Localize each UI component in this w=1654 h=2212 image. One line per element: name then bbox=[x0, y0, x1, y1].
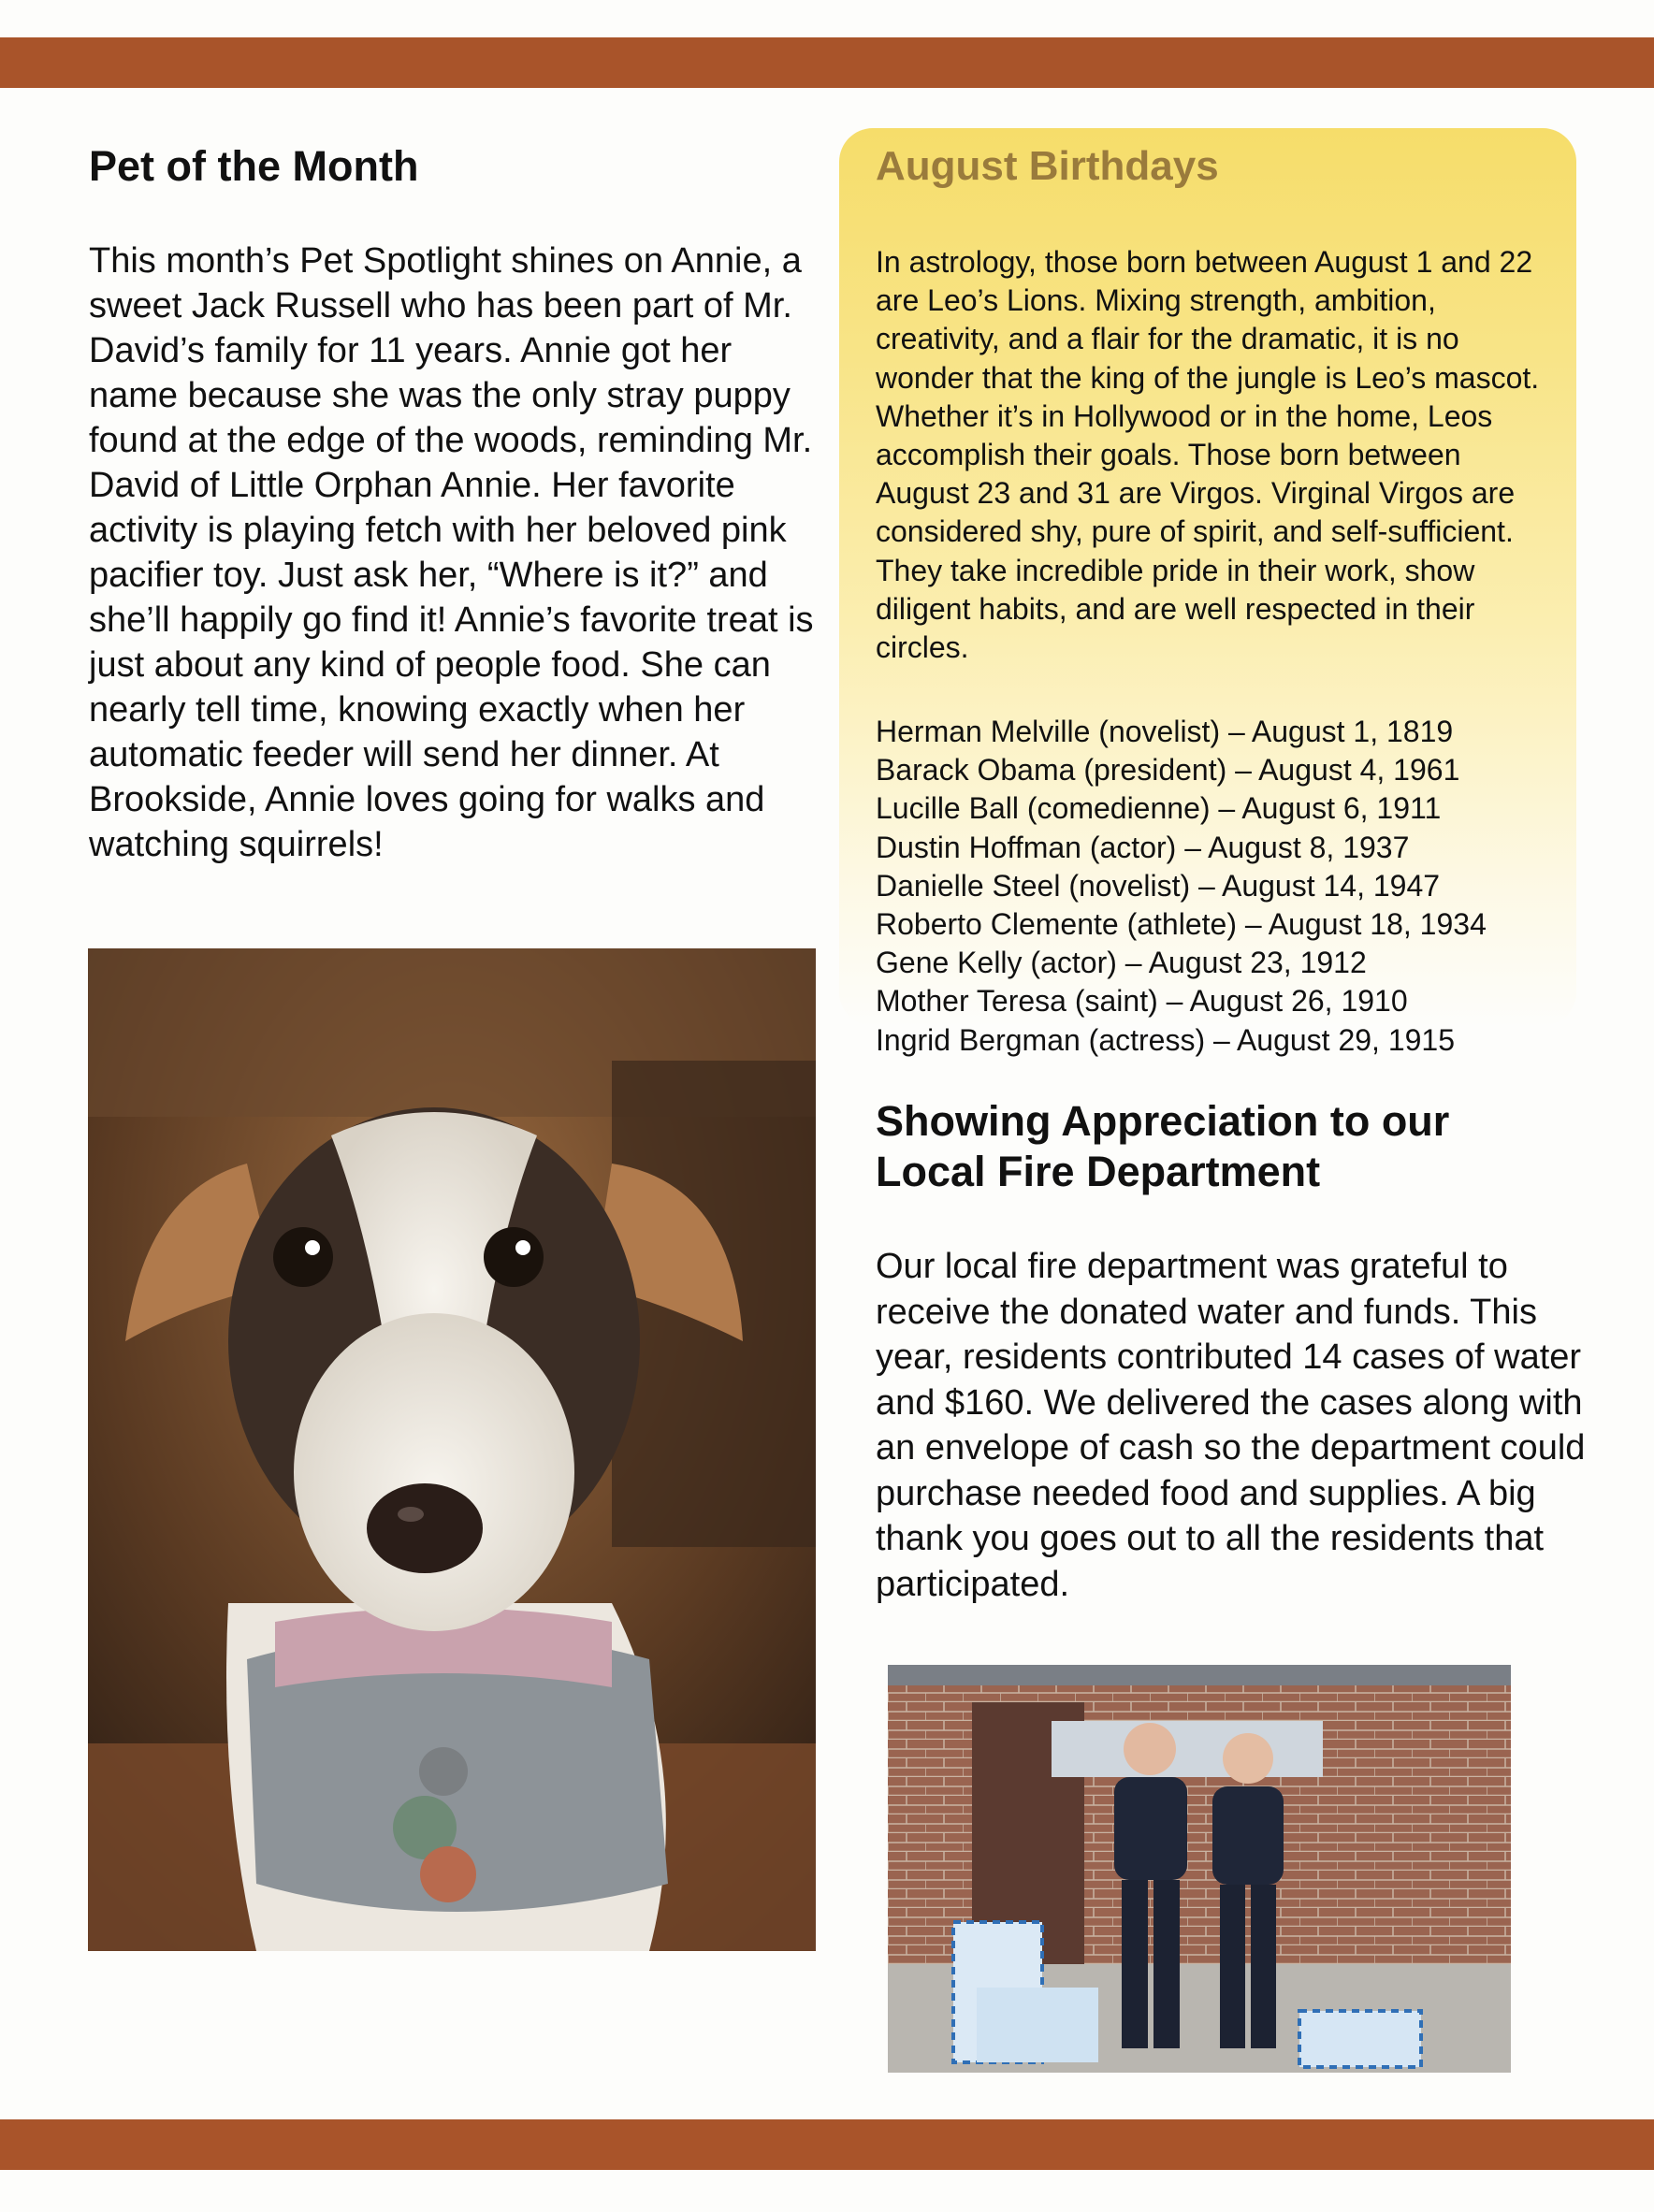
list-item: Gene Kelly (actor) – August 23, 1912 bbox=[876, 946, 1367, 980]
august-birthdays-heading: August Birthdays bbox=[876, 143, 1219, 189]
list-item: Herman Melville (novelist) – August 1, 1819 bbox=[876, 715, 1454, 748]
fire-department-text: Our local fire department was grateful to receive the donated water and funds. This year, residents contributed 14 cases of water and $160. We delivered the cases along with an envelope of cash so the department could purchase needed food and supplies. A big thank you goes out to all the residents that participated. bbox=[876, 1247, 1586, 1604]
pet-spotlight-text: This month’s Pet Spotlight shines on Annie, a sweet Jack Russell who has been part of Mr. David’s family for 11 years. Annie got her name because she was the only stray puppy found at the edge of the woods, reminding Mr. David of Little Orphan Annie. Her favorite activity is playing fetch with her beloved pink pacifier toy. Just ask her, “Where is it?” and she’ll happily go find it! Annie’s favorite treat is just about any kind of people food. She can nearly tell time, knowing exactly when her automatic feeder will send her dinner. At Brookside, Annie loves going for walks and watching squirrels! bbox=[89, 241, 814, 864]
pet-of-the-month-heading: Pet of the Month bbox=[89, 142, 419, 190]
firefighters-photo bbox=[888, 1665, 1511, 2073]
bottom-border-band bbox=[0, 2119, 1654, 2170]
list-item: Dustin Hoffman (actor) – August 8, 1937 bbox=[876, 830, 1410, 864]
fire-department-heading: Showing Appreciation to our Local Fire Department bbox=[876, 1097, 1450, 1195]
list-item: Barack Obama (president) – August 4, 1961 bbox=[876, 753, 1460, 788]
top-border-band bbox=[0, 37, 1654, 88]
annie-dog-photo bbox=[88, 948, 816, 1951]
list-item: Danielle Steel (novelist) – August 14, 1947 bbox=[876, 868, 1441, 903]
birthday-list bbox=[876, 713, 1568, 1060]
list-item: Mother Teresa (saint) – August 26, 1910 bbox=[876, 984, 1408, 1019]
list-item: Ingrid Bergman (actress) – August 29, 1915 bbox=[876, 1022, 1456, 1057]
list-item: Roberto Clemente (athlete) – August 18, 1934 bbox=[876, 907, 1487, 942]
astrology-text: In astrology, those born between August 1 and 22 are Leo’s Lions. Mixing strength, ambition, creativity, and a flair for the dramatic, it is no wonder that the king of the jungle is Leo’s mascot. Whether it’s in Hollywood or in the home, Leos accomplish their goals. Those born between August 23 and 31 are Virgos. Virginal Virgos are considered shy, pure of spirit, and self-sufficient. They take incredible pride in their work, show diligent habits, and are well respected in their circles. bbox=[876, 245, 1540, 665]
list-item: Lucille Ball (comedienne) – August 6, 1911 bbox=[876, 791, 1442, 826]
